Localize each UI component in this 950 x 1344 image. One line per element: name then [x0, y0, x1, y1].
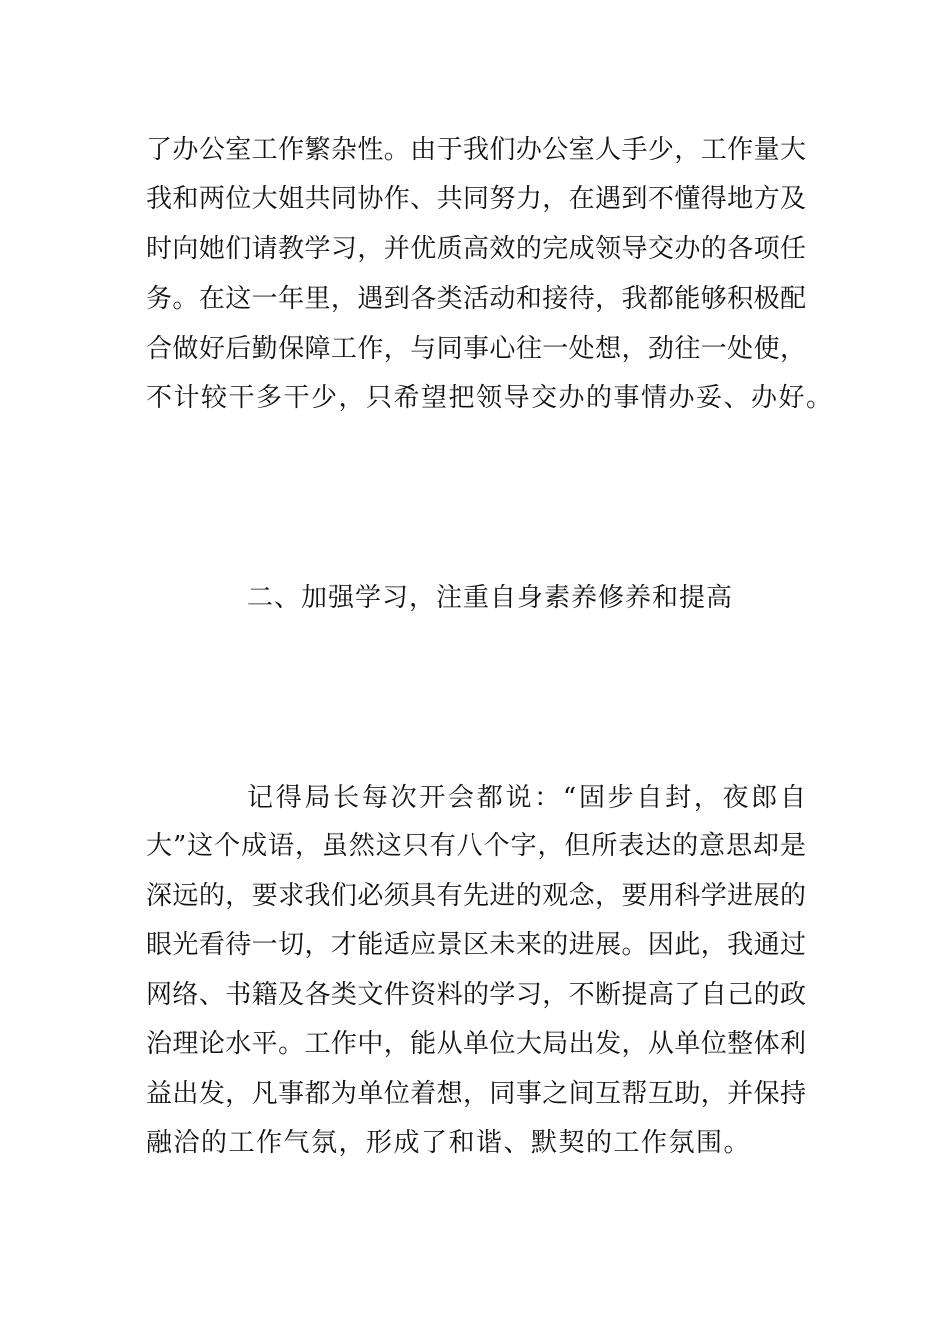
- paragraph-1-line: 合做好后勤保障工作，与同事心往一处想，劲往一处使，: [146, 334, 806, 364]
- paragraph-1-line: 了办公室工作繁杂性。由于我们办公室人手少，工作量大: [146, 135, 806, 165]
- paragraph-2-line: 网络、书籍及各类文件资料的学习，不断提高了自己的政: [146, 980, 806, 1010]
- paragraph-2-line: 记得局长每次开会都说：“固步自封，夜郎自: [247, 783, 806, 813]
- section-heading: 二、加强学习，注重自身素养修养和提高: [247, 583, 734, 613]
- paragraph-2-line: 大”这个成语，虽然这只有八个字，但所表达的意思却是: [146, 831, 806, 861]
- paragraph-1-line: 务。在这一年里，遇到各类活动和接待，我都能够积极配: [146, 284, 806, 314]
- paragraph-2-line: 融洽的工作气氛，形成了和谐、默契的工作氛围。: [146, 1128, 752, 1158]
- paragraph-2-line: 深远的，要求我们必须具有先进的观念，要用科学进展的: [146, 881, 806, 911]
- paragraph-2-line: 益出发，凡事都为单位着想，同事之间互帮互助，并保持: [146, 1079, 806, 1109]
- paragraph-1-line: 我和两位大姐共同协作、共同努力，在遇到不懂得地方及: [146, 184, 806, 214]
- paragraph-1-line: 不计较干多干少，只希望把领导交办的事情办妥、办好。: [146, 383, 834, 413]
- paragraph-1-line: 时向她们请教学习，并优质高效的完成领导交办的各项任: [146, 234, 806, 264]
- paragraph-2-line: 眼光看待一切，才能适应景区未来的进展。因此，我通过: [146, 930, 806, 960]
- paragraph-2-line: 治理论水平。工作中，能从单位大局出发，从单位整体利: [146, 1029, 806, 1059]
